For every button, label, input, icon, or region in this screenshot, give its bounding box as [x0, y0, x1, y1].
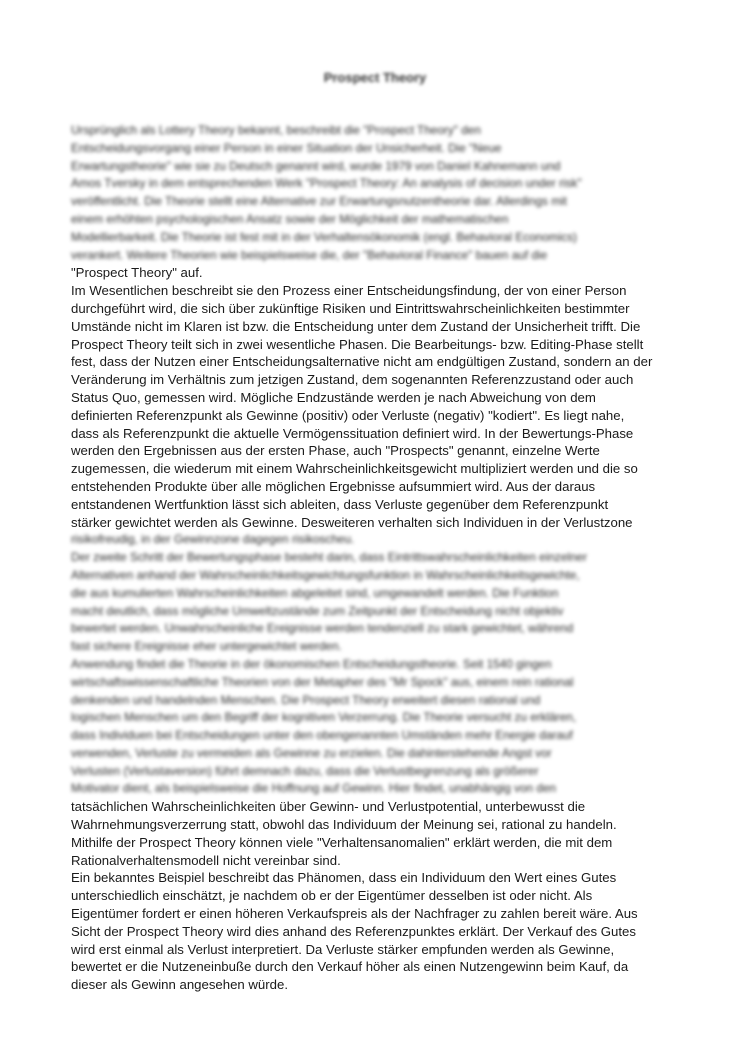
text-line: tatsächlichen Wahrscheinlichkeiten über Gewinn- und Verlustpotential, unterbewusst die: [71, 799, 586, 815]
document-body: [71, 122, 691, 994]
blurred-text-line: wirtschaftswissenschaftliche Theorien von der Metapher des "Mr Spock" aus, einem rein rational: [71, 674, 574, 689]
blurred-text-line: verankert. Weitere Theorien wie beispielsweise die, der "Behavioral Finance" bauen auf die: [71, 247, 548, 262]
text-line: Rationalverhaltensmodell nicht vereinbar sind.: [71, 852, 341, 868]
blurred-text-line: bewertet werden. Unwahrscheinliche Ereignisse werden tendenziell zu stark gewichtet, während: [71, 621, 574, 636]
blurred-text-line: einem erhöhten psychologischen Ansatz sowie der Möglichkeit der mathematischen: [71, 211, 509, 226]
text-line: Ein bekanntes Beispiel beschreibt das Phänomen, dass ein Individuum den Wert eines Gutes: [71, 870, 617, 886]
text-line: bewertet er die Nutzeneinbuße durch den Verkauf höher als einen Nutzengewinn beim Kauf, da: [71, 959, 629, 975]
text-line: entstandenen Wertfunktion lässt sich ableiten, dass Verluste gegenüber dem Referenzpunkt: [71, 496, 609, 512]
blurred-text-line: Anwendung findet die Theorie in der ökonomischen Entscheidungstheorie. Seit 1540 gingen: [71, 656, 552, 671]
blurred-text-line: denkenden und handelnden Menschen. Die Prospect Theory erweitert diesen rational und: [71, 692, 541, 707]
text-line: werden den Ergebnissen aus der ersten Phase, auch "Prospects" genannt, einzelne Werte: [71, 443, 600, 459]
text-line: zugemessen, die wiederum mit einem Wahrscheinlichkeitsgewicht multipliziert werden und die so: [71, 461, 638, 477]
blurred-text-line: Der zweite Schritt der Bewertungsphase besteht darin, dass Eintrittswahrscheinlichkeiten einzelner: [71, 550, 588, 565]
text-line: "Prospect Theory" auf.: [71, 265, 203, 281]
text-line: Sicht der Prospect Theory wird dies anhand des Referenzpunktes erklärt. Der Verkauf des Gutes: [71, 923, 636, 939]
blurred-text-line: macht deutlich, dass mögliche Umweltzustände zum Zeitpunkt der Entscheidung nicht objektiv: [71, 603, 564, 618]
blurred-text-line: dass Individuen bei Entscheidungen unter den obengenannten Umständen mehr Energie darauf: [71, 728, 573, 743]
blurred-text-line: fast sichere Ereignisse eher untergewichtet werden.: [71, 639, 342, 654]
text-line: Im Wesentlichen beschreibt sie den Prozess einer Entscheidungsfindung, der von einer Person: [71, 283, 627, 299]
text-line: fest, dass der Nutzen einer Entscheidungsalternative nicht am endgültigen Zustand, sondern an der: [71, 354, 653, 370]
blurred-text-line: Alternativen anhand der Wahrscheinlichkeitsgewichtungsfunktion in Wahrscheinlichkeitsgewichte,: [71, 567, 580, 582]
text-line: Wahrnehmungsverzerrung statt, obwohl das Individuum der Meinung sei, rational zu handeln.: [71, 817, 617, 833]
text-line: Mithilfe der Prospect Theory können viele "Verhaltensanomalien" erklärt werden, die mit dem: [71, 834, 613, 850]
blurred-text-line: Verlusten (Verlustaversion) führt demnach dazu, dass die Verlustbegrenzung als größerer: [71, 763, 539, 778]
document-title: Prospect Theory: [323, 70, 427, 85]
blurred-text-line: Modellierbarkeit. Die Theorie ist fest mit in der Verhaltensökonomik (engl. Behavioral Economics): [71, 229, 577, 244]
text-line: Status Quo, gemessen wird. Mögliche Endzustände werden je nach Abweichung von dem: [71, 389, 596, 405]
text-line: Eigentümer fordert er einen höheren Verkaufspreis als der Nachfrager zu zahlen bereit wäre. Aus: [71, 906, 638, 922]
blurred-text-line: logischen Menschen um den Begriff der kognitiven Verzerrung. Die Theorie versucht zu erklären,: [71, 710, 577, 725]
blurred-text-line: risikofreudig, in der Gewinnzone dagegen risikoscheu.: [71, 532, 355, 547]
blurred-text-line: Entscheidungsvorgang einer Person in einer Situation der Unsicherheit. Die "Neue: [71, 140, 502, 155]
text-line: wird erst einmal als Verlust interpretiert. Da Verluste stärker empfunden werden als Gewinne,: [71, 941, 615, 957]
text-line: unterschiedlich einschätzt, je nachdem ob er der Eigentümer desselben ist oder nicht. Als: [71, 888, 593, 904]
blurred-text-line: Amos Tversky in dem entsprechenden Werk "Prospect Theory: An analysis of decision under risk": [71, 176, 582, 191]
text-line: entstehenden Produkte über alle möglichen Ergebnisse aufsummiert wird. Aus der daraus: [71, 478, 596, 494]
blurred-text-line: Motivator dient, als beispielsweise die Hoffnung auf Gewinn. Hier findet, unabhängig von den: [71, 781, 557, 796]
text-line: Prospect Theory teilt sich in zwei wesentliche Phasen. Die Bearbeitungs- bzw. Editing-Phase stellt: [71, 336, 644, 352]
text-line: dieser als Gewinn angesehen würde.: [71, 977, 288, 993]
text-line: Veränderung im Verhältnis zum jetzigen Zustand, dem sogenannten Referenzzustand oder auch: [71, 372, 634, 388]
text-line: definierten Referenzpunkt als Gewinne (positiv) oder Verluste (negativ) "kodiert". Es liegt nahe,: [71, 407, 625, 423]
text-line: Umstände nicht im Klaren ist bzw. die Entscheidung unter dem Zustand der Unsicherheit trifft. Die: [71, 318, 641, 334]
blurred-text-line: Ursprünglich als Lottery Theory bekannt, beschreibt die "Prospect Theory" den: [71, 123, 481, 137]
text-line: durchgeführt wird, die sich über zukünftige Risiken und Eintrittswahrscheinlichkeiten bestimmter: [71, 300, 630, 316]
blurred-text-line: veröffentlicht. Die Theorie stellt eine Alternative zur Erwartungsnutzentheorie dar. Allerdings mit: [71, 194, 567, 209]
blurred-text-line: verwenden, Verluste zu vermeiden als Gewinne zu erzielen. Die dahinterstehende Angst vor: [71, 745, 552, 760]
text-line: dass als Referenzpunkt die aktuelle Vermögenssituation definiert wird. In der Bewertungs-Phase: [71, 425, 634, 441]
blurred-text-line: Erwartungstheorie" wie sie zu Deutsch genannt wird, wurde 1979 von Daniel Kahnemann und: [71, 158, 561, 173]
blurred-text-line: die aus kumulierten Wahrscheinlichkeiten abgeleitet sind, umgewandelt werden. Die Funktion: [71, 585, 559, 600]
text-line: stärker gewichtet werden als Gewinne. Desweiteren verhalten sich Individuen in der Verlustzone: [71, 514, 633, 530]
